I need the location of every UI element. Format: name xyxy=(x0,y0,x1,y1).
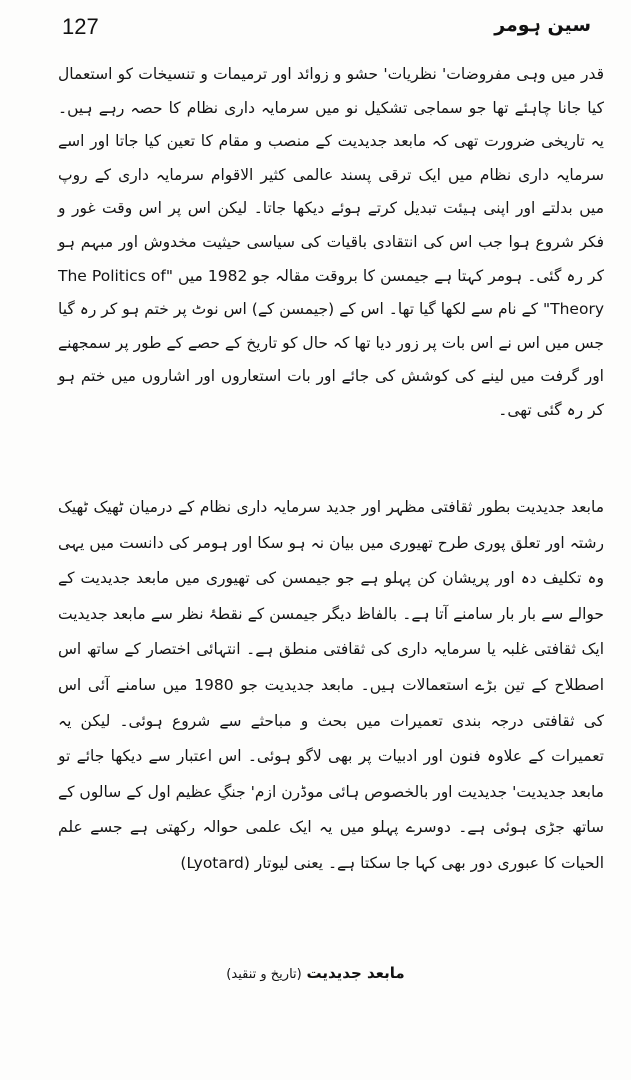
paragraph-1 xyxy=(58,58,604,428)
footer-book-subtitle: (تاریخ و تنقید) xyxy=(226,967,302,982)
page-footer xyxy=(0,964,631,982)
page-number: 127 xyxy=(62,14,99,39)
paragraph-text: قدر میں وہی مفروضات' نظریات' حشو و زوائد اور ترمیمات و تنسیخات کو استعمال کیا جانا چاہئے تھا جو سماجی تشکیل نو میں سرمایہ داری نظام کا حصہ رہے ہیں۔ یہ تاریخی ضرورت تھی کہ مابعد جدیدیت کے منصب و مقام کا تعین کیا جاتا اور اسے سرمایہ داری نظام میں ایک ترقی پسند عالمی کثیر الاقوام سرمایہ داری کے روپ میں بدلتے اور اپنی ہیئت تبدیل کرتے ہوئے دیکھا جاتا۔ لیکن اس پر اس وقت غور و فکر شروع ہوا جب اس کی انتقادی باقیات کی سیاسی حیثیت مخدوش اور مبہم ہو کر رہ گئی۔ ہومر کہتا ہے جیمسن کا بروقت مقالہ جو 1982 میں "The Politics of Theory" کے نام سے لکھا گیا تھا۔ اس کے (جیمسن کے) اس نوٹ پر ختم ہو کر رہ گیا جس میں اس نے اس بات پر زور دیا تھا کہ حال کو تاریخ کے حصے کے طور پر سمجھنے اور گرفت میں لینے کی کوشش کی جائے اور بات استعاروں اور اشاروں میں ختم ہو کر رہ گئی تھی۔ xyxy=(58,65,604,419)
running-title: سین ہومر xyxy=(494,14,591,36)
paragraph-text: مابعد جدیدیت بطور ثقافتی مظہر اور جدید سرمایہ داری نظام کے درمیان ٹھیک ٹھیک رشتہ اور تعلق پوری طرح تھیوری میں بیان نہ ہو سکا اور ہومر کی دانست میں یہی وہ تکلیف دہ اور پریشان کن پہلو ہے جو جیمسن کی تھیوری میں مابعد جدیدیت کے حوالے سے بار بار سامنے آتا ہے۔ بالفاظ دیگر جیمسن کے نقطۂ نظر سے مابعد جدیدیت ایک ثقافتی غلبہ یا سرمایہ داری کی ثقافتی منطق ہے۔ انتہائی اختصار کے ساتھ اس اصطلاح کے تین بڑے استعمالات ہیں۔ مابعد جدیدیت جو 1980 میں سامنے آئی اس کی ثقافتی درجہ بندی تعمیرات میں بحث و مباحثے سے شروع ہوئی۔ لیکن یہ تعمیرات کے علاوہ فنون اور ادبیات پر بھی لاگو ہوئی۔ اس اعتبار سے دیکھا جائے تو مابعد جدیدیت' جدیدیت اور بالخصوص ہائی موڈرن ازم' جنگِ عظیم اول کے سالوں کے ساتھ جڑی ہوئی ہے۔ دوسرے پہلو میں یہ ایک علمی حوالہ رکھتی ہے جسے علم الحیات کا عبوری دور بھی کہا جا سکتا ہے۔ یعنی لیوتار (Lyotard) xyxy=(58,498,604,872)
paragraph-2 xyxy=(58,490,604,882)
footer-book-title: مابعد جدیدیت xyxy=(306,964,405,982)
page-header xyxy=(62,14,591,50)
